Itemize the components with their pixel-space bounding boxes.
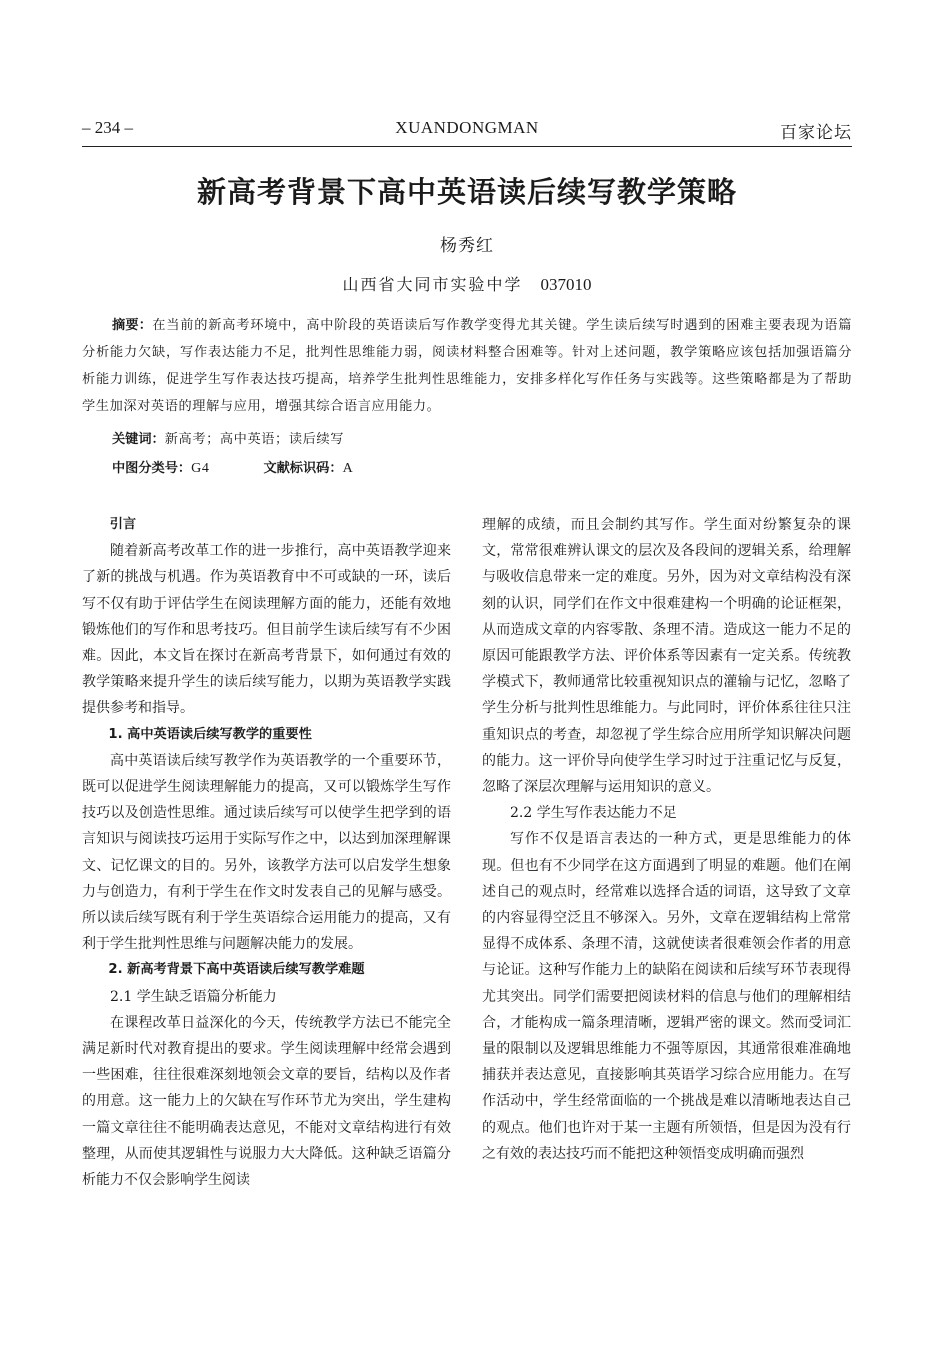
section-1-heading: 1. 高中英语读后续写教学的重要性 <box>108 726 312 742</box>
keywords-line <box>112 428 344 447</box>
clc-value: G4 <box>191 461 210 476</box>
section-2-heading: 2. 新高考背景下高中英语读后续写教学难题 <box>108 962 365 978</box>
article-title: 新高考背景下高中英语读后续写教学策略 <box>196 175 737 209</box>
clc-label: 中图分类号： <box>112 461 192 476</box>
doc-code-label: 文献标识码： <box>263 461 343 476</box>
affiliation-name: 山西省大同市实验中学 <box>342 275 523 294</box>
keywords-value: 新高考；高中英语；读后续写 <box>164 432 344 447</box>
abstract <box>82 312 852 420</box>
page-number: – 234 – <box>82 118 133 137</box>
classification-line <box>112 457 353 477</box>
abstract-label: 摘要： <box>112 318 153 333</box>
abstract-text: 在当前的新高考环境中，高中阶段的英语读后写作教学变得尤其关键。学生读后续写时遇到的困难主要表现为语篇分析能力欠缺，写作表达能力不足，批判性思维能力弱，阅读材料整合困难等。针对上述问题，教学策略应该包括加强语篇分析能力训练，促进学生写作表达技巧提高，培养学生批判性思维能力，安排多样化写作任务与实践等。这些策略都是为了帮助学生加深对英语的理解与应用，增强其综合语言应用能力。 <box>82 318 852 414</box>
intro-paragraph: 随着新高考改革工作的进一步推行，高中英语教学迎来了新的挑战与机遇。作为英语教育中不可或缺的一环，读后写不仅有助于评估学生在阅读理解方面的能力，还能有效地锻炼他们的写作和思考技巧。但目前学生读后续写有不少困难。因此，本文旨在探讨在新高考背景下，如何通过有效的教学策略来提升学生的读后续写能力，以期为英语教学实践提供参考和指导。 <box>82 543 451 717</box>
right-column <box>482 512 851 1167</box>
running-header <box>82 118 852 146</box>
affiliation <box>82 272 852 295</box>
section-1-paragraph: 高中英语读后续写教学作为英语教学的一个重要环节，既可以促进学生阅读理解能力的提高，又可以锻炼学生写作技巧以及创造性思维。通过读后续写可以使学生把学到的语言知识与阅读技巧运用于实际写作之中，以达到加深理解课文、记忆课文的目的。另外，该教学方法可以启发学生想象力与创造力，有利于学生在作文时发表自己的见解与感受。所以读后续写既有利于学生英语综合运用能力的提高，又有利于学生批判性思维与问题解决能力的发展。 <box>82 752 451 953</box>
journal-name: XUANDONGMAN <box>395 118 539 137</box>
intro-heading: 引言 <box>109 517 137 532</box>
doc-code-value: A <box>342 461 354 476</box>
column-name: 百家论坛 <box>780 123 852 143</box>
section-2-2-paragraph: 写作不仅是语言表达的一种方式，更是思维能力的体现。但也有不少同学在这方面遇到了明显的难题。他们在阐述自己的观点时，经常难以选择合适的词语，这导致了文章的内容显得空泛且不够深入。另外，文章在逻辑结构上常常显得不成体系、条理不清，这就使读者很难领会作者的用意与论证。这种写作能力上的缺陷在阅读和后续写环节表现得尤其突出。同学们需要把阅读材料的信息与他们的理解相结合，才能构成一篇条理清晰，逻辑严密的课文。然而受词汇量的限制以及逻辑思维能力不强等原因，其通常很难准确地捕获并表达意见，直接影响其英语学习综合应用能力。在写作活动中，学生经常面临的一个挑战是难以清晰地表达自己的观点。他们也许对于某一主题有所领悟，但是因为没有行之有效的表达技巧而不能把这种领悟变成明确而强烈 <box>482 831 851 1162</box>
section-2-1-paragraph-continued: 理解的成绩，而且会制约其写作。学生面对纷繁复杂的课文，常常很难辨认课文的层次及各段间的逻辑关系，给理解与吸收信息带来一定的难度。另外，因为对文章结构没有深刻的认识，同学们在作文中很难建构一个明确的论证框架，从而造成文章的内容零散、条理不清。造成这一能力不足的原因可能跟教学方法、评价体系等因素有一定关系。传统教学模式下，教师通常比较重视知识点的灌输与记忆，忽略了学生分析与批判性思维能力。与此同时，评价体系往往只注重知识点的考查，却忽视了学生综合应用所学知识解决问题的能力。这一评价导向使学生学习时过于注重记忆与反复，忽略了深层次理解与运用知识的意义。 <box>482 517 851 796</box>
keywords-label: 关键词： <box>112 432 165 447</box>
header-rule <box>82 146 852 147</box>
author-name: 杨秀红 <box>440 236 494 256</box>
section-2-1-heading: 2.1 学生缺乏语篇分析能力 <box>110 988 277 1005</box>
section-2-1-paragraph-start: 在课程改革日益深化的今天，传统教学方法已不能完全满足新时代对教育提出的要求。学生阅读理解中经常会遇到一些困难，往往很难深刻地领会文章的要旨，结构以及作者的用意。这一能力上的欠缺在写作环节尤为突出，学生建构一篇文章往往不能明确表达意见，不能对文章结构进行有效整理，从而使其逻辑性与说服力大大降低。这种缺乏语篇分析能力不仅会影响学生阅读 <box>82 1014 451 1189</box>
left-column <box>82 512 451 1193</box>
section-2-2-heading: 2.2 学生写作表达能力不足 <box>510 805 677 822</box>
postal-code: 037010 <box>540 275 592 294</box>
